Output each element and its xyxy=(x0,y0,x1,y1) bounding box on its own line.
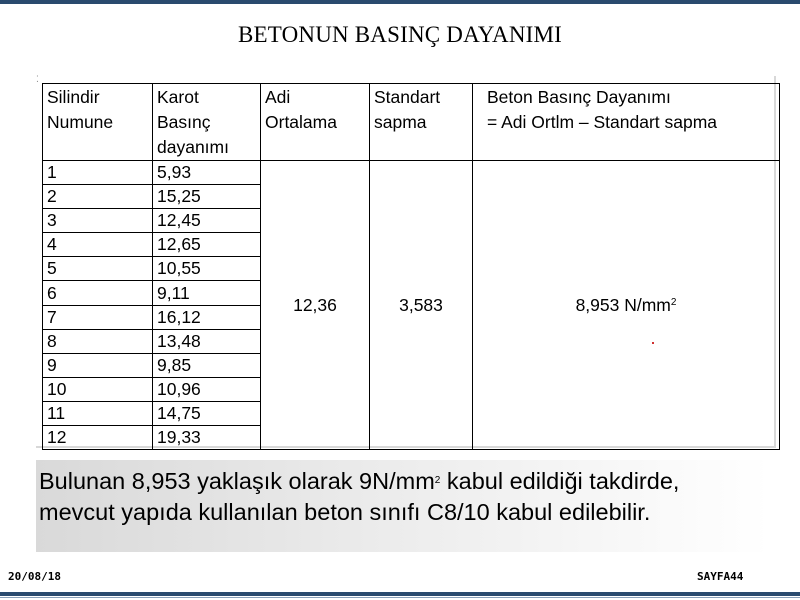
std-value: 3,583 xyxy=(370,161,473,450)
sample-no: 11 xyxy=(43,401,153,425)
header-std: Standart sapma xyxy=(370,84,473,161)
sample-no: 3 xyxy=(43,209,153,233)
sample-no: 6 xyxy=(43,281,153,305)
sample-no: 12 xyxy=(43,426,153,450)
sample-no: 9 xyxy=(43,353,153,377)
core-value: 9,11 xyxy=(153,281,261,305)
core-value: 15,25 xyxy=(153,185,261,209)
conclusion-panel xyxy=(36,460,770,552)
core-value: 14,75 xyxy=(153,401,261,425)
core-value: 12,65 xyxy=(153,233,261,257)
strength-value: 8,953 $N/mm^2$ xyxy=(473,161,780,450)
core-value: 9,85 xyxy=(153,353,261,377)
core-value: 10,55 xyxy=(153,257,261,281)
header-sample: Silindir Numune xyxy=(43,84,153,161)
core-value: 5,93 xyxy=(153,161,261,185)
header-core: Karot Basınç dayanımı xyxy=(153,84,261,161)
sample-no: 2 xyxy=(43,185,153,209)
core-value: 16,12 xyxy=(153,305,261,329)
footer-date: 20/08/18 xyxy=(8,570,61,583)
mean-value: 12,36 xyxy=(261,161,370,450)
sample-no: 8 xyxy=(43,329,153,353)
core-value: 13,48 xyxy=(153,329,261,353)
sample-no: 4 xyxy=(43,233,153,257)
sample-no: 10 xyxy=(43,377,153,401)
bottom-border-thin xyxy=(0,597,800,598)
corner-mark: ⁚ xyxy=(36,74,39,84)
conclusion-text: Bulunan 8,953 yaklaşık olarak $9N/mm^2$ kabul edildiği takdirde, mevcut yapıda kullanılan beton sınıfı C8/10 kabul edilebilir. xyxy=(39,468,680,525)
header-mean: Adi Ortalama xyxy=(261,84,370,161)
top-border xyxy=(0,0,800,4)
strength-table xyxy=(42,83,780,450)
table-header-row xyxy=(43,84,780,161)
bottom-border xyxy=(0,592,800,596)
footer-page-number: SAYFA44 xyxy=(697,570,744,583)
sample-no: 1 xyxy=(43,161,153,185)
table-row xyxy=(43,161,780,185)
core-value: 19,33 xyxy=(153,426,261,450)
sample-no: 5 xyxy=(43,257,153,281)
core-value: 12,45 xyxy=(153,209,261,233)
red-dot-mark xyxy=(652,342,654,344)
sample-no: 7 xyxy=(43,305,153,329)
core-value: 10,96 xyxy=(153,377,261,401)
page-title: BETONUN BASINÇ DAYANIMI xyxy=(237,22,563,47)
header-strength: Beton Basınç Dayanımı = Adi Ortlm – Standart sapma xyxy=(473,84,780,161)
